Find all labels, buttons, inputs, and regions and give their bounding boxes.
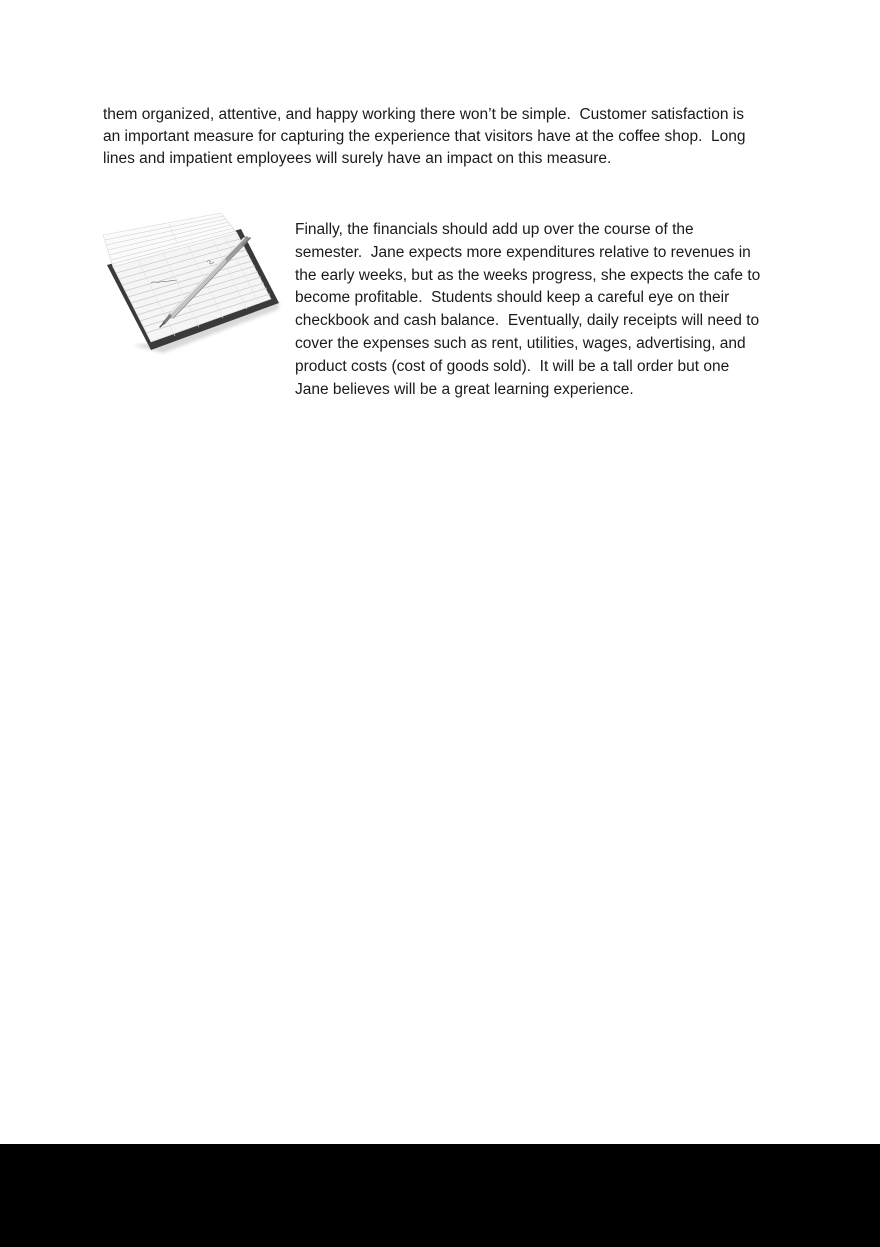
figure-paragraph-row bbox=[103, 213, 760, 401]
text-line: Finally, the financials should add up over the course of the bbox=[295, 221, 694, 238]
checkbook-pen-image bbox=[103, 213, 285, 358]
text-line: lines and impatient employees will surely have an impact on this measure. bbox=[103, 150, 612, 167]
text-line: become profitable. Students should keep a careful eye on their bbox=[295, 289, 730, 307]
text-line: semester. Jane expects more expenditures relative to revenues in bbox=[295, 243, 751, 261]
checkbook-pen-illustration bbox=[103, 213, 285, 358]
text-line: checkbook and cash balance. Eventually, daily receipts will need to bbox=[295, 312, 760, 330]
paragraph-financials bbox=[295, 213, 760, 401]
text-line: the early weeks, but as the weeks progress, she expects the cafe to bbox=[295, 266, 761, 284]
text-line: cover the expenses such as rent, utilities, wages, advertising, and bbox=[295, 334, 746, 352]
text-line: an important measure for capturing the experience that visitors have at the coffee shop. Long bbox=[103, 128, 746, 145]
text-line: product costs (cost of goods sold). It will be a tall order but one bbox=[295, 357, 730, 375]
bottom-black-bar bbox=[0, 1144, 880, 1247]
text-line: them organized, attentive, and happy working there won’t be simple. Customer satisfaction is bbox=[103, 106, 744, 123]
paragraph-customer-satisfaction bbox=[103, 104, 746, 170]
text-line: Jane believes will be a great learning experience. bbox=[295, 380, 634, 398]
